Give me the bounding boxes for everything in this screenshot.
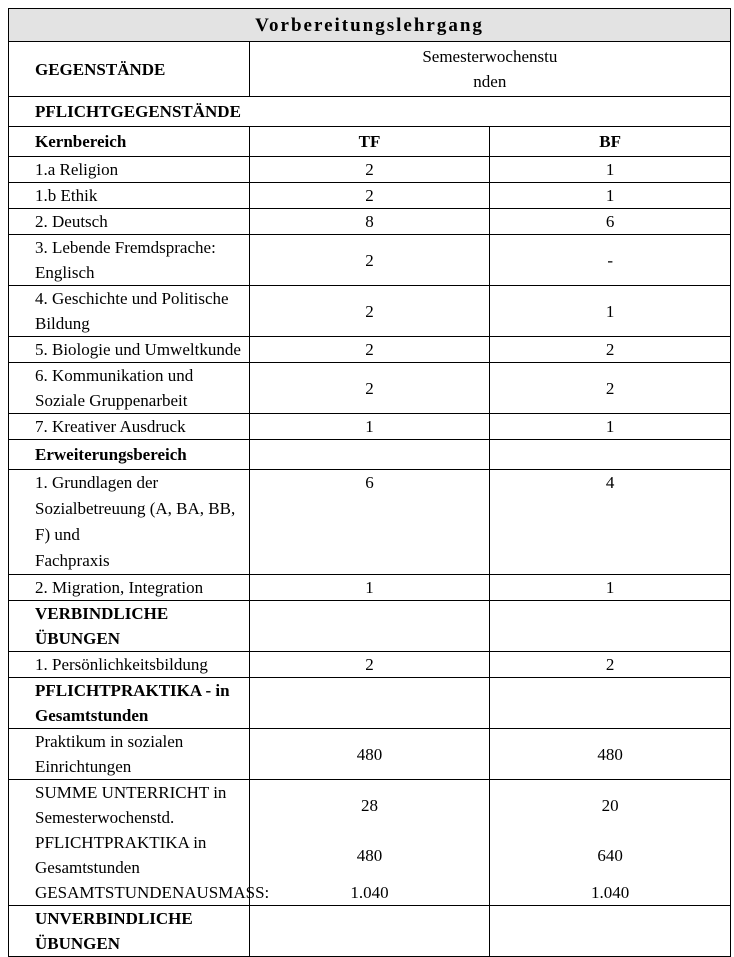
tf-value: 1	[249, 575, 490, 601]
title-row	[9, 9, 731, 42]
bf-value: 1	[490, 157, 731, 183]
bf-value: 2	[490, 363, 731, 414]
summary-row	[9, 830, 731, 880]
subject-name: 1.a Religion	[9, 157, 250, 183]
subject-name-line2: Fachpraxis	[35, 551, 110, 570]
tf-value: 1.040	[249, 880, 490, 906]
subject-name: 2. Migration, Integration	[9, 575, 250, 601]
table-title: Vorbereitungslehrgang	[9, 9, 731, 42]
tf-value: 2	[249, 652, 490, 678]
col-bf-header: BF	[490, 127, 731, 157]
tf-value: 2	[249, 363, 490, 414]
header-row	[9, 42, 731, 97]
subject-name-line1: 1. Grundlagen der Sozialbetreuung (A, BA, BB, F) und	[35, 473, 236, 544]
bf-value: 1	[490, 575, 731, 601]
summary-row	[9, 780, 731, 831]
subjects-header: GEGENSTÄNDE	[9, 42, 250, 97]
section-internships: PFLICHTPRAKTIKA - in Gesamtstunden	[9, 678, 250, 729]
empty-cell	[249, 440, 490, 470]
subject-name: Praktikum in sozialen Einrichtungen	[9, 729, 250, 780]
subject-name: 6. Kommunikation und Soziale Gruppenarbeit	[9, 363, 250, 414]
tf-value: 2	[249, 235, 490, 286]
hours-header-line2: nden	[473, 72, 507, 91]
section-compulsory: PFLICHTGEGENSTÄNDE	[9, 97, 731, 127]
bf-value: 1	[490, 286, 731, 337]
tf-value: 2	[249, 337, 490, 363]
table-row	[9, 286, 731, 337]
bf-value: 640	[490, 830, 731, 880]
subject-name: 5. Biologie und Umweltkunde	[9, 337, 250, 363]
section-binding-exercises: VERBINDLICHE ÜBUNGEN	[9, 601, 250, 652]
bf-value: 6	[490, 209, 731, 235]
subject-name	[9, 470, 250, 575]
empty-cell	[249, 601, 490, 652]
subject-name: 3. Lebende Fremdsprache: Englisch	[9, 235, 250, 286]
table-row	[9, 235, 731, 286]
table-row	[9, 414, 731, 440]
table-row	[9, 470, 731, 575]
bf-value: 1.040	[490, 880, 731, 906]
table-row	[9, 337, 731, 363]
subject-name: 1.b Ethik	[9, 183, 250, 209]
table-row	[9, 575, 731, 601]
bf-value: 480	[490, 729, 731, 780]
tf-value: 6	[249, 470, 490, 575]
section-optional-exercises: UNVERBINDLICHE ÜBUNGEN	[9, 906, 250, 957]
table-row	[9, 363, 731, 414]
bf-value: 4	[490, 470, 731, 575]
tf-value: 480	[249, 729, 490, 780]
subject-name: 1. Persönlichkeitsbildung	[9, 652, 250, 678]
subject-name: 4. Geschichte und Politische Bildung	[9, 286, 250, 337]
bf-value: 20	[490, 780, 731, 831]
section-extension: Erweiterungsbereich	[9, 440, 250, 470]
section-core: Kernbereich	[9, 127, 250, 157]
bf-value: -	[490, 235, 731, 286]
section-row-compulsory	[9, 97, 731, 127]
table-row	[9, 209, 731, 235]
summary-row	[9, 880, 731, 906]
empty-cell	[490, 601, 731, 652]
summary-label: PFLICHTPRAKTIKA in Gesamtstunden	[9, 830, 250, 880]
section-row-internships	[9, 678, 731, 729]
hours-header-line1: Semesterwochenstu	[422, 47, 558, 66]
tf-value: 2	[249, 286, 490, 337]
bf-value: 1	[490, 183, 731, 209]
col-tf-header: TF	[249, 127, 490, 157]
tf-value: 8	[249, 209, 490, 235]
section-row-optional	[9, 906, 731, 957]
tf-value: 480	[249, 830, 490, 880]
section-row-binding	[9, 601, 731, 652]
tf-value: 1	[249, 414, 490, 440]
empty-cell	[249, 678, 490, 729]
empty-cell	[490, 906, 731, 957]
empty-cell	[490, 440, 731, 470]
table-row	[9, 652, 731, 678]
tf-value: 2	[249, 183, 490, 209]
subject-name: 2. Deutsch	[9, 209, 250, 235]
bf-value: 2	[490, 652, 731, 678]
summary-label: SUMME UNTERRICHT in Semesterwochenstd.	[9, 780, 250, 831]
subject-name: 7. Kreativer Ausdruck	[9, 414, 250, 440]
hours-header	[249, 42, 730, 97]
bf-value: 1	[490, 414, 731, 440]
table-row	[9, 729, 731, 780]
bf-value: 2	[490, 337, 731, 363]
tf-value: 28	[249, 780, 490, 831]
empty-cell	[490, 678, 731, 729]
summary-label: GESAMTSTUNDENAUSMASS:	[9, 880, 250, 906]
tf-value: 2	[249, 157, 490, 183]
section-row-extension	[9, 440, 731, 470]
section-row-core	[9, 127, 731, 157]
empty-cell	[249, 906, 490, 957]
table-row	[9, 183, 731, 209]
table-row	[9, 157, 731, 183]
curriculum-table	[8, 8, 731, 957]
